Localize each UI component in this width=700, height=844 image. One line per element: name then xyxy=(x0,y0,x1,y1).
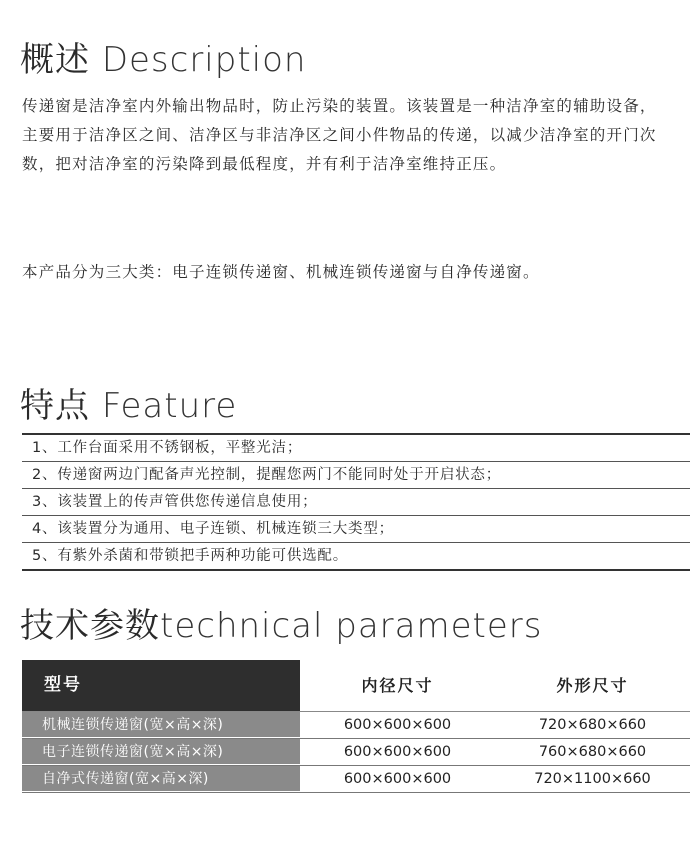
header-inner-size: 内径尺寸 xyxy=(361,676,434,695)
header-outer-size: 外形尺寸 xyxy=(556,676,629,695)
description-paragraph-2: 本产品分为三大类：电子连锁传递窗、机械连锁传递窗与自净传递窗。 xyxy=(22,263,540,281)
feature-title-en: Feature xyxy=(101,386,238,426)
row-outer-size: 720×680×660 xyxy=(538,717,647,733)
feature-item-4: 4、该装置分为通用、电子连锁、机械连锁三大类型； xyxy=(22,516,690,543)
row-inner-size: 600×600×600 xyxy=(343,744,452,760)
description-title-cn: 概述 xyxy=(20,40,90,80)
feature-list xyxy=(22,433,690,571)
feature-title-cn: 特点 xyxy=(20,386,90,426)
table-row xyxy=(22,712,690,739)
row-outer-size: 720×1100×660 xyxy=(534,771,651,787)
technical-title xyxy=(20,598,542,647)
feature-item-2: 2、传递窗两边门配备声光控制，提醒您两门不能同时处于开启状态； xyxy=(22,462,690,489)
row-inner-size: 600×600×600 xyxy=(343,717,452,733)
feature-item-5: 5、有紫外杀菌和带锁把手两种功能可供选配。 xyxy=(22,543,690,571)
table-row xyxy=(22,739,690,766)
technical-title-en: technical parameters xyxy=(160,606,543,646)
feature-item-3: 3、该装置上的传声管供您传递信息使用； xyxy=(22,489,690,516)
feature-item-1: 1、工作台面采用不锈钢板，平整光洁； xyxy=(22,435,690,462)
row-model: 机械连锁传递窗(宽×高×深) xyxy=(22,712,300,738)
technical-title-cn: 技术参数 xyxy=(20,606,160,646)
description-paragraph-1: 传递窗是洁净室内外输出物品时，防止污染的装置。该装置是一种洁净室的辅助设备，主要用于洁净区之间、洁净区与非洁净区之间小件物品的传递，以减少洁净室的开门次数，把对洁净室的污染降到最低程度，并有利于洁净室维持正压。 xyxy=(22,97,657,173)
row-model: 电子连锁传递窗(宽×高×深) xyxy=(22,739,300,765)
row-inner-size: 600×600×600 xyxy=(343,771,452,787)
description-title-en: Description xyxy=(101,40,307,80)
row-outer-size: 760×680×660 xyxy=(538,744,647,760)
table-header xyxy=(22,660,690,712)
header-model: 型号 xyxy=(22,660,300,711)
parameters-table xyxy=(22,660,690,793)
feature-title xyxy=(20,378,237,427)
description-title xyxy=(20,32,306,81)
row-model: 自净式传递窗(宽×高×深) xyxy=(22,766,300,792)
table-row xyxy=(22,766,690,793)
